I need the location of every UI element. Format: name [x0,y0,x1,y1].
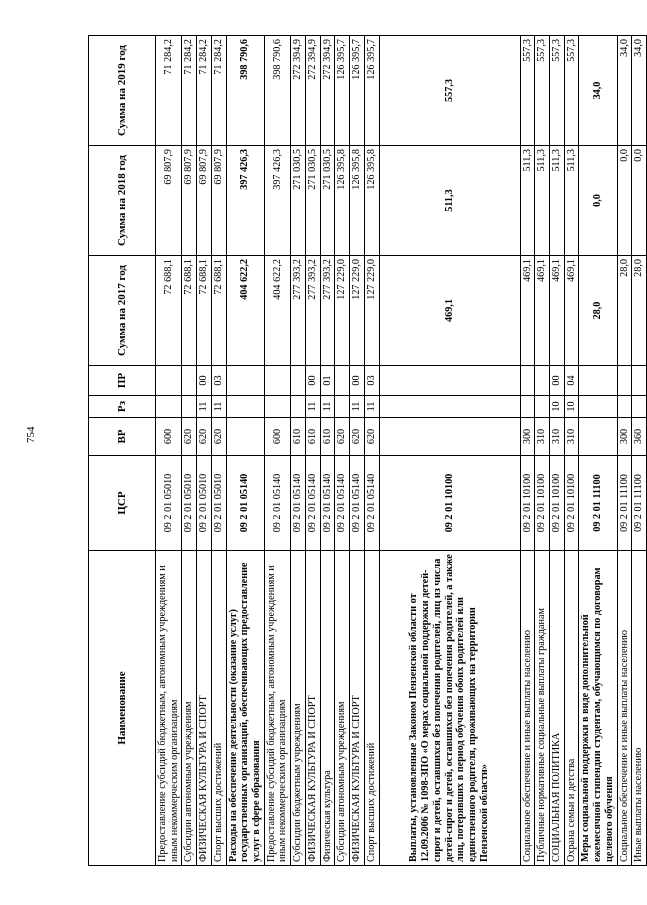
cell-pr: 00 [197,366,212,396]
table-row [211,36,226,866]
cell-sum-2019: 272 394,9 [305,36,320,146]
table-row [549,36,564,866]
cell-sum-2018: 69 807,9 [197,146,212,256]
table-row [379,36,520,866]
cell-sum-2019: 557,3 [520,36,535,146]
cell-sum-2017: 72 688,1 [211,256,226,366]
cell-name: Субсидии бюджетным учреждениям [291,551,306,866]
cell-rz [264,396,290,418]
cell-rz [335,396,350,418]
cell-pr: 03 [211,366,226,396]
cell-sum-2018: 511,3 [564,146,579,256]
cell-sum-2018: 271 030,5 [291,146,306,256]
cell-rz: 11 [211,396,226,418]
cell-sum-2017: 277 393,2 [291,256,306,366]
header-name: Наименование [89,551,156,866]
cell-name: Охрана семьи и детства [564,551,579,866]
cell-vr: 360 [632,418,647,456]
cell-sum-2019: 34,0 [579,36,617,146]
cell-sum-2019: 71 284,2 [182,36,197,146]
cell-sum-2019: 126 395,7 [350,36,365,146]
cell-pr [182,366,197,396]
cell-csr: 09 2 01 11100 [632,456,647,551]
cell-sum-2017: 469,1 [520,256,535,366]
cell-rz: 11 [364,396,379,418]
cell-sum-2018: 69 807,9 [211,146,226,256]
header-sum-2017: Сумма на 2017 год [89,256,156,366]
cell-sum-2018: 511,3 [379,146,520,256]
header-sum-2019: Сумма на 2019 год [89,36,156,146]
cell-pr [632,366,647,396]
cell-name: Субсидии автономным учреждениям [335,551,350,866]
cell-sum-2017: 127 229,0 [335,256,350,366]
cell-vr: 310 [535,418,550,456]
cell-vr: 600 [156,418,182,456]
cell-sum-2017: 469,1 [549,256,564,366]
cell-sum-2017: 277 393,2 [305,256,320,366]
cell-sum-2018: 126 395,8 [350,146,365,256]
cell-rz [226,396,264,418]
cell-rz [520,396,535,418]
table-row [335,36,350,866]
cell-vr [579,418,617,456]
cell-csr: 09 2 01 05140 [291,456,306,551]
cell-sum-2017: 469,1 [564,256,579,366]
cell-name: Расходы на обеспечение деятельности (оказание услуг) государственных организаций, обеспечивающих предоставление услуг в сфере образования [226,551,264,866]
page-number: 754 [25,426,37,443]
cell-rz [379,396,520,418]
cell-rz: 10 [549,396,564,418]
cell-pr [335,366,350,396]
cell-csr: 09 2 01 05010 [211,456,226,551]
header-csr: ЦСР [89,456,156,551]
cell-sum-2019: 34,0 [632,36,647,146]
cell-sum-2018: 397 426,3 [226,146,264,256]
cell-pr [579,366,617,396]
cell-rz [291,396,306,418]
cell-vr: 620 [350,418,365,456]
cell-name: Физическая культура [320,551,335,866]
cell-csr: 09 2 01 05140 [320,456,335,551]
table-row [156,36,182,866]
table-row [305,36,320,866]
cell-csr: 09 2 01 11100 [617,456,632,551]
cell-pr [226,366,264,396]
cell-rz: 11 [197,396,212,418]
cell-rz [617,396,632,418]
cell-sum-2018: 271 030,5 [320,146,335,256]
cell-csr: 09 2 01 05010 [182,456,197,551]
cell-vr: 310 [549,418,564,456]
cell-name: Выплаты, установленные Законом Пензенской области от 12.09.2006 № 1098-ЗПО «О мерах социальной поддержки детей-сирот и детей, оставшихся без попечения родителей, лиц из числа детей-сирот и детей, оставшихся без попечения родителей, а также лиц, потерявших в период обучения обоих родителей или единственного родителя, проживающих на территории Пензенской области» [379,551,520,866]
cell-csr: 09 2 01 05140 [335,456,350,551]
cell-vr: 610 [320,418,335,456]
budget-table [88,35,647,866]
cell-name: ФИЗИЧЕСКАЯ КУЛЬТУРА И СПОРТ [197,551,212,866]
table-row [364,36,379,866]
cell-rz [632,396,647,418]
cell-rz: 10 [564,396,579,418]
cell-name: Социальное обеспечение и иные выплаты населению [617,551,632,866]
cell-name: Спорт высших достижений [211,551,226,866]
header-rz: Рз [89,396,156,418]
header-sum-2018: Сумма на 2018 год [89,146,156,256]
cell-name: Меры социальной поддержки в виде дополнительной ежемесячной стипендии студентам, обучающимся по договорам целевого обучения [579,551,617,866]
cell-sum-2018: 511,3 [520,146,535,256]
cell-name: Социальное обеспечение и иные выплаты населению [520,551,535,866]
cell-rz [156,396,182,418]
cell-name: Предоставление субсидий бюджетным, автономным учреждениям и иным некоммерческим организациям [264,551,290,866]
cell-sum-2017: 28,0 [632,256,647,366]
cell-sum-2018: 511,3 [549,146,564,256]
cell-pr [156,366,182,396]
cell-vr: 610 [291,418,306,456]
header-pr: ПР [89,366,156,396]
cell-rz: 11 [350,396,365,418]
cell-pr [379,366,520,396]
cell-pr: 00 [350,366,365,396]
cell-csr: 09 2 01 05010 [156,456,182,551]
table-row [632,36,647,866]
cell-sum-2017: 72 688,1 [156,256,182,366]
cell-sum-2018: 0,0 [617,146,632,256]
cell-pr [617,366,632,396]
cell-name: ФИЗИЧЕСКАЯ КУЛЬТУРА И СПОРТ [350,551,365,866]
cell-csr: 09 2 01 05140 [350,456,365,551]
cell-sum-2018: 0,0 [579,146,617,256]
cell-vr: 300 [520,418,535,456]
cell-vr: 300 [617,418,632,456]
cell-name: Иные выплаты населению [632,551,647,866]
rotated-table-container [88,36,645,866]
cell-sum-2019: 71 284,2 [211,36,226,146]
cell-sum-2019: 272 394,9 [320,36,335,146]
cell-sum-2017: 469,1 [535,256,550,366]
cell-sum-2019: 126 395,7 [335,36,350,146]
cell-rz: 11 [320,396,335,418]
cell-csr: 09 2 01 10100 [549,456,564,551]
cell-pr: 04 [564,366,579,396]
cell-sum-2018: 0,0 [632,146,647,256]
table-row [320,36,335,866]
cell-sum-2017: 72 688,1 [197,256,212,366]
cell-rz [535,396,550,418]
cell-sum-2017: 127 229,0 [364,256,379,366]
cell-pr: 00 [305,366,320,396]
cell-sum-2019: 398 790,6 [226,36,264,146]
cell-name: ФИЗИЧЕСКАЯ КУЛЬТУРА И СПОРТ [305,551,320,866]
cell-sum-2019: 557,3 [564,36,579,146]
cell-vr [379,418,520,456]
cell-csr: 09 2 01 10100 [379,456,520,551]
header-row [89,36,156,866]
header-vr: ВР [89,418,156,456]
cell-sum-2018: 126 395,8 [335,146,350,256]
table-row [617,36,632,866]
table-body [156,36,647,866]
cell-name: Публичные нормативные социальные выплаты гражданам [535,551,550,866]
cell-vr: 620 [364,418,379,456]
cell-sum-2019: 557,3 [535,36,550,146]
cell-sum-2019: 557,3 [549,36,564,146]
cell-rz [182,396,197,418]
table-row [197,36,212,866]
cell-csr: 09 2 01 05010 [197,456,212,551]
cell-csr: 09 2 01 11100 [579,456,617,551]
cell-pr [520,366,535,396]
cell-csr: 09 2 01 05140 [264,456,290,551]
cell-pr: 00 [549,366,564,396]
cell-sum-2019: 126 395,7 [364,36,379,146]
cell-sum-2017: 404 622,2 [226,256,264,366]
cell-sum-2018: 511,3 [535,146,550,256]
cell-csr: 09 2 01 05140 [305,456,320,551]
cell-sum-2018: 126 395,8 [364,146,379,256]
cell-rz [579,396,617,418]
cell-vr [226,418,264,456]
cell-vr: 620 [335,418,350,456]
cell-sum-2018: 69 807,9 [182,146,197,256]
cell-sum-2019: 398 790,6 [264,36,290,146]
cell-sum-2018: 397 426,3 [264,146,290,256]
cell-sum-2017: 469,1 [379,256,520,366]
cell-sum-2019: 71 284,2 [197,36,212,146]
cell-name: СОЦИАЛЬНАЯ ПОЛИТИКА [549,551,564,866]
cell-name: Субсидии автономным учреждениям [182,551,197,866]
cell-vr: 620 [197,418,212,456]
cell-csr: 09 2 01 10100 [564,456,579,551]
cell-vr: 310 [564,418,579,456]
cell-vr: 600 [264,418,290,456]
table-row [226,36,264,866]
cell-csr: 09 2 01 05140 [226,456,264,551]
cell-vr: 620 [211,418,226,456]
cell-sum-2018: 69 807,9 [156,146,182,256]
table-row [264,36,290,866]
cell-name: Спорт высших достижений [364,551,379,866]
cell-sum-2019: 272 394,9 [291,36,306,146]
cell-pr [535,366,550,396]
cell-sum-2018: 271 030,5 [305,146,320,256]
cell-pr [291,366,306,396]
table-row [182,36,197,866]
cell-csr: 09 2 01 10100 [520,456,535,551]
cell-sum-2017: 404 622,2 [264,256,290,366]
cell-sum-2017: 277 393,2 [320,256,335,366]
cell-vr: 620 [182,418,197,456]
table-row [291,36,306,866]
table-row [350,36,365,866]
cell-csr: 09 2 01 05140 [364,456,379,551]
table-row [535,36,550,866]
cell-pr: 01 [320,366,335,396]
cell-vr: 610 [305,418,320,456]
table-row [579,36,617,866]
cell-sum-2017: 28,0 [579,256,617,366]
table-row [520,36,535,866]
cell-sum-2019: 71 284,2 [156,36,182,146]
cell-csr: 09 2 01 10100 [535,456,550,551]
cell-sum-2017: 127 229,0 [350,256,365,366]
cell-pr [264,366,290,396]
cell-rz: 11 [305,396,320,418]
cell-sum-2017: 72 688,1 [182,256,197,366]
cell-sum-2017: 28,0 [617,256,632,366]
cell-pr: 03 [364,366,379,396]
cell-sum-2019: 557,3 [379,36,520,146]
table-row [564,36,579,866]
cell-sum-2019: 34,0 [617,36,632,146]
cell-name: Предоставление субсидий бюджетным, автономным учреждениям и иным некоммерческим организациям [156,551,182,866]
